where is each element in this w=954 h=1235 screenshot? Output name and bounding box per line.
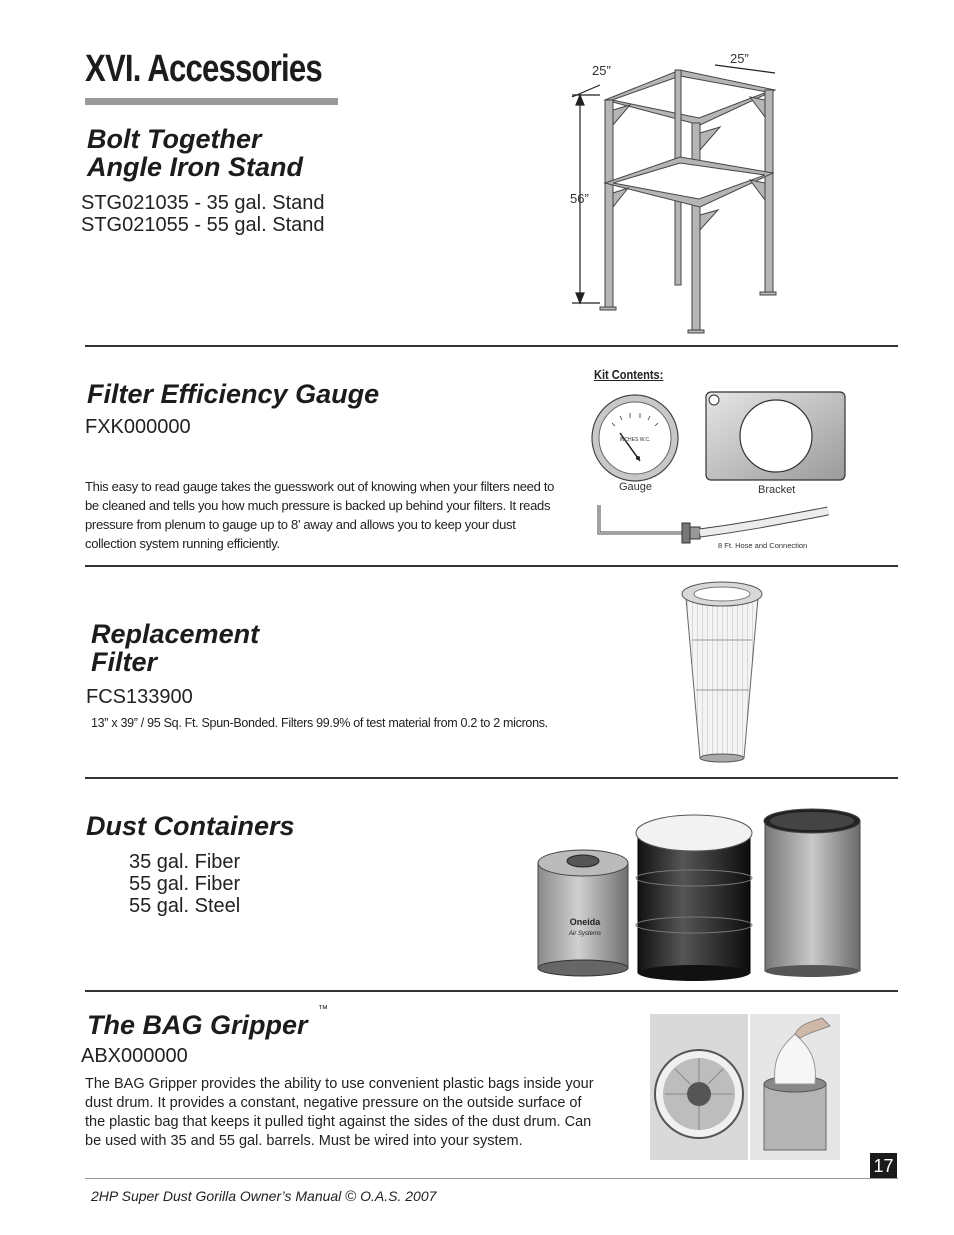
- gauge-description: This easy to read gauge takes the guesswork out of knowing when your filters need to be cleaned and tells you how much pressure is backed up behind your filters. It reads pressure from plenum to gauge up to 8’ away and allows you to keep your dust collection system running efficiently.: [85, 479, 555, 551]
- section-divider: [85, 990, 898, 992]
- filter-description: 13” x 39” / 95 Sq. Ft. Spun-Bonded. Filters 99.9% of test material from 0.2 to 2 microns.: [91, 716, 548, 730]
- manual-title: 2HP Super Dust Gorilla Owner’s Manual: [91, 1188, 342, 1204]
- filter-heading-line1: Replacement: [91, 619, 260, 649]
- container-item-55-fiber: 55 gal. Fiber: [129, 873, 241, 895]
- page-number: 17: [870, 1153, 897, 1179]
- container-item-35-fiber: 35 gal. Fiber: [129, 851, 241, 873]
- gauge-label: Gauge: [619, 481, 653, 493]
- stand-item-list: [81, 192, 325, 236]
- drum-brand-line2: Air Systems: [568, 931, 602, 937]
- filter-heading: [91, 620, 259, 676]
- hose-label: 8 Ft. Hose and Connection: [718, 541, 808, 550]
- gripper-heading: The BAG Gripper: [87, 1010, 308, 1040]
- gauge-icon: [590, 393, 680, 483]
- gauge-code: FXK000000: [85, 416, 191, 438]
- hose-icon: [596, 503, 836, 543]
- filter-heading-line2: Filter: [91, 647, 158, 677]
- section-divider: [85, 565, 898, 567]
- gripper-description: The BAG Gripper provides the ability to use convenient plastic bags inside your dust drum. It provides a constant, negative pressure on the outside surface of the plastic bag that keeps it pulled tight against the sides of the dust drum. Can be used with 35 and 55 gal. barrels. Must be wired into your system.: [85, 1076, 594, 1149]
- dust-containers-image: [530, 803, 882, 983]
- copyright-holder: O.A.S. 2007: [360, 1188, 437, 1204]
- gripper-code: ABX000000: [81, 1045, 188, 1067]
- stand-heading-line1: Bolt Together: [87, 124, 262, 154]
- dim-width-right: 25”: [730, 51, 749, 66]
- gauge-heading: Filter Efficiency Gauge: [87, 379, 380, 409]
- drum-brand-line1: Oneida: [569, 917, 601, 927]
- dim-height: 56”: [570, 191, 589, 206]
- bracket-label: Bracket: [758, 484, 796, 496]
- bracket-icon: [705, 391, 847, 482]
- stand-item-55: STG021055 - 55 gal. Stand: [81, 214, 325, 236]
- bag-gripper-photo-2: [750, 1014, 840, 1160]
- stand-heading-line2: Angle Iron Stand: [87, 152, 303, 182]
- stand-heading: [87, 125, 303, 181]
- copyright-symbol: ©: [345, 1188, 357, 1205]
- dim-width-left: 25”: [592, 63, 611, 78]
- footer-text: [91, 1188, 436, 1205]
- container-item-55-steel: 55 gal. Steel: [129, 895, 241, 917]
- containers-list: [129, 851, 240, 917]
- trademark-symbol: ™: [318, 1004, 328, 1015]
- section-divider: [85, 777, 898, 779]
- page-title: XVI. Accessories: [85, 48, 322, 90]
- footer-rule: [85, 1178, 898, 1179]
- section-divider: [85, 345, 898, 347]
- filter-code: FCS133900: [86, 686, 193, 708]
- stand-item-35: STG021035 - 35 gal. Stand: [81, 192, 325, 214]
- angle-iron-stand-illustration: [560, 45, 820, 340]
- title-underline: [85, 98, 338, 105]
- bag-gripper-photo-1: [650, 1014, 748, 1160]
- kit-contents-title: Kit Contents:: [594, 367, 664, 382]
- gauge-dial-text: INCHES W.C.: [619, 437, 651, 443]
- filter-cartridge-image: [672, 580, 772, 770]
- containers-heading: Dust Containers: [86, 811, 295, 841]
